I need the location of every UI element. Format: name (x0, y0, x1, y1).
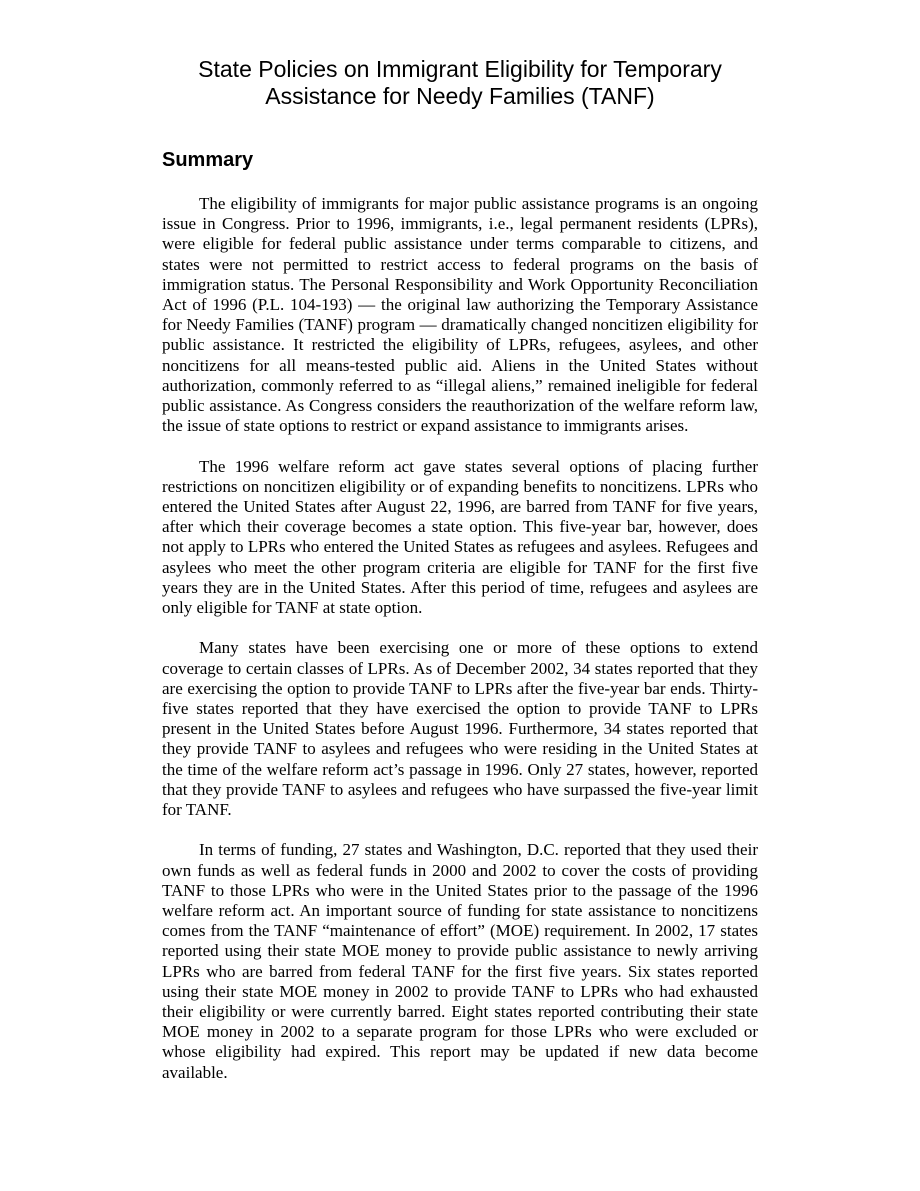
summary-paragraph-3: Many states have been exercising one or more of these options to extend coverage to certain classes of LPRs. As of December 2002, 34 states reported that they are exercising the option to provide TANF to LPRs after the five-year bar ends. Thirty-five states reported that they have exercised the option to provide TANF to LPRs present in the United States before August 1996. Furthermore, 34 states reported that they provide TANF to asylees and refugees who were residing in the United States at the time of the welfare reform act’s passage in 1996. Only 27 states, however, reported that they provide TANF to asylees and refugees who have surpassed the five-year limit for TANF. (162, 638, 758, 820)
summary-paragraph-2: The 1996 welfare reform act gave states several options of placing further restrictions on noncitizen eligibility or of expanding benefits to noncitizens. LPRs who entered the United States after August 22, 1996, are barred from TANF for five years, after which their coverage becomes a state option. This five-year bar, however, does not apply to LPRs who entered the United States as refugees and asylees. Refugees and asylees who meet the other program criteria are eligible for TANF for the first five years they are in the United States. After this period of time, refugees and asylees are only eligible for TANF at state option. (162, 456, 758, 618)
summary-paragraph-1: The eligibility of immigrants for major public assistance programs is an ongoing issue in Congress. Prior to 1996, immigrants, i.e., legal permanent residents (LPRs), were eligible for federal public assistance under terms comparable to citizens, and states were not permitted to restrict access to federal programs on the basis of immigration status. The Personal Responsibility and Work Opportunity Reconciliation Act of 1996 (P.L. 104-193) — the original law authorizing the Temporary Assistance for Needy Families (TANF) program — dramatically changed noncitizen eligibility for public assistance. It restricted the eligibility of LPRs, refugees, asylees, and other noncitizens for all means-tested public aid. Aliens in the United States without authorization, commonly referred to as “illegal aliens,” remained ineligible for federal public assistance. As Congress considers the reauthorization of the welfare reform law, the issue of state options to restrict or expand assistance to immigrants arises. (162, 194, 758, 436)
document-title-line-2: Assistance for Needy Families (TANF) (265, 83, 655, 109)
summary-body (162, 194, 758, 1083)
document-title-line-1: State Policies on Immigrant Eligibility for Temporary (198, 56, 722, 82)
summary-paragraph-4: In terms of funding, 27 states and Washington, D.C. reported that they used their own funds as well as federal funds in 2000 and 2002 to cover the costs of providing TANF to those LPRs who were in the United States prior to the passage of the 1996 welfare reform act. An important source of funding for state assistance to noncitizens comes from the TANF “maintenance of effort” (MOE) requirement. In 2002, 17 states reported using their state MOE money to provide public assistance to newly arriving LPRs who are barred from federal TANF for the first five years. Six states reported using their state MOE money in 2002 to provide TANF to LPRs who had exhausted their eligibility or were currently barred. Eight states reported contributing their state MOE money in 2002 to a separate program for those LPRs who were excluded or whose eligibility had expired. This report may be updated if new data become available. (162, 840, 758, 1082)
summary-heading: Summary (162, 149, 254, 171)
document-title (100, 56, 820, 110)
